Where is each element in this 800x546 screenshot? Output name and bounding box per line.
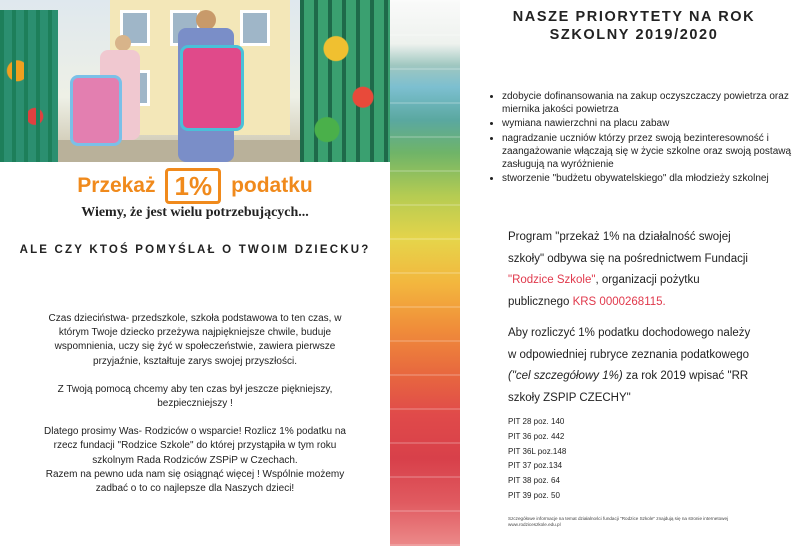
right-panel [468,0,800,546]
paragraph: Razem na pewno uda nam się osiągnąć więcej ! Wspólnie możemy zadbać o to co najlepsze dla Naszych dzieci! [45,468,345,495]
percent-logo: 1% [165,168,221,204]
colorful-gate-right [300,0,390,162]
title-line: NASZE PRIORYTETY NA ROK [512,9,756,25]
title-line: SZKOLNY 2019/2020 [549,27,719,43]
pit-line: PIT 36L poz.148 [508,446,567,456]
pit-line: PIT 38 poz. 64 [508,476,560,486]
children-backpacks-photo [0,0,390,162]
left-panel [0,0,390,546]
subheading: Wiemy, że jest wielu potrzebujących... [81,205,309,220]
pit-line: PIT 39 poz. 50 [508,490,560,500]
colorful-gate-left [0,10,58,162]
foundation-name: "Rodzice Szkole" [508,274,596,286]
footnote [508,516,768,528]
program-paragraph [508,227,758,313]
list-item: • stworzenie "budżetu obywatelskiego" dla młodzieży szkolnej [502,172,792,185]
pit-line: PIT 37 poz.134 [508,461,563,471]
pit-list [508,415,566,504]
left-body [40,312,350,510]
settlement-paragraph [508,323,758,409]
settlement-text: za rok 2019 wpisać "RR szkoły ZSPIP CZECHY" [508,370,749,404]
program-text: Program "przekaż 1% na działalność swojej szkoły" odbywa się na pośrednictwem Fundacji [508,231,748,265]
donate-title [0,166,390,206]
settlement-text: Aby rozliczyć 1% podatku dochodowego należy w odpowiedniej rubryce zeznania podatkowego [508,327,751,361]
program-text: , organizacji pożytku publicznego [508,274,700,308]
paragraph: Z Twoją pomocą chcemy aby ten czas był jeszcze piękniejszy, bezpieczniejszy ! [57,383,333,410]
list-item: • zdobycie dofinansowania na zakup oczyszczaczy powietrza oraz miernika jakości powietrza [502,90,792,116]
title-word: podatku [231,174,313,197]
paragraph: Czas dzieciństwa- przedszkole, szkoła podstawowa to ten czas, w którym Twoje dziecko przeżywa najpiękniejsze chwile, buduje wspomnienia, uczy się żyć w społeczeństwie, zawiera pierwsze przyjaźnie, kształtuje zarys swojej przyszłości. [48,313,342,367]
footnote-line: Szczegółowe informacje na temat działalności fundacji "Rodzice Szkole" znajdują się na stronie internetowej [508,516,729,521]
pit-line: PIT 28 poz. 140 [508,417,565,426]
settlement-italic: ("cel szczegółowy 1%) [508,370,623,382]
priorities-title [468,8,800,44]
title-word: Przekaż [77,174,156,197]
child-2-backpack [180,45,244,131]
window [240,10,270,46]
rainbow-stripe [390,0,460,546]
pit-line: PIT 36 poz. 442 [508,431,565,441]
child-2-head [196,10,216,30]
child-1-backpack [70,75,122,146]
list-item: • wymiana nawierzchni na placu zabaw [502,117,792,130]
priorities-list [490,90,792,186]
list-item: • nagradzanie uczniów którzy przez swoją bezinteresowność i zaangażowanie włączają się w życie szkolne oraz swoją postawą zasługują na wyróżnienie [502,132,792,172]
child-1-head [115,35,131,51]
krs-number: KRS 0000268115. [572,295,666,308]
footnote-url: www.rodziceszkole.edu.pl [508,522,561,527]
paragraph: Dlatego prosimy Was- Rodziców o wsparcie! Rozlicz 1% podatku na rzecz fundacji "Rodzice Szkole" do której przystąpiła w tym roku szkolnym Rada Rodziców ZSPiP w Czechach. [44,426,346,466]
question-heading: ALE CZY KTOŚ POMYŚLAŁ O TWOIM DZIECKU? [19,244,371,256]
